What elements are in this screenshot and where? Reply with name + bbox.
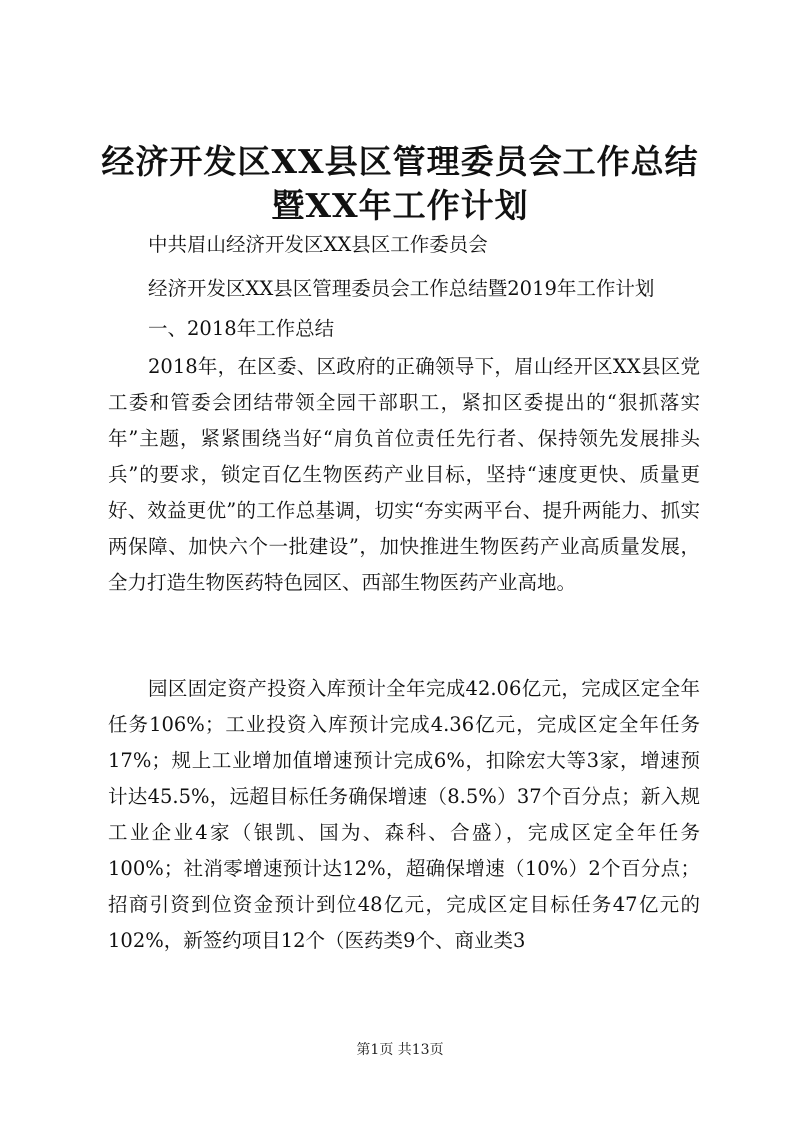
body-paragraph-1: 2018年，在区委、区政府的正确领导下，眉山经开区XX县区党工委和管委会团结带领全园干部职工，紧扣区委提出的“狠抓落实年”主题，紧紧围绕当好“肩负首位责任先行者、保持领先发展排头兵”的要求，锁定百亿生物医药产业目标，坚持“速度更快、质量更好、效益更优”的工作总基调，切实“夯实两平台、提升两能力、抓实两保障、加快六个一批建设”，加快推进生物医药产业高质量发展，全力打造生物医药特色园区、西部生物医药产业高地。 [108,355,700,594]
organization-name: 中共眉山经济开发区XX县区工作委员会 [148,233,488,256]
body-paragraph-2: 园区固定资产投资入库预计全年完成42.06亿元，完成区定全年任务106%；工业投资入库预计完成4.36亿元，完成区定全年任务17%；规上工业增加值增速预计完成6%，扣除宏大等3家，增速预计达45.5%，远超目标任务确保增速（8.5%）37个百分点；新入规工业企业4家（银凯、国为、森科、合盛），完成区定全年任务100%；社消零增速预计达12%，超确保增速（10%）2个百分点；招商引资到位资金预计到位48亿元，完成区定目标任务47亿元的102%，新签约项目12个（医药类9个、商业类3 [108,677,700,952]
document-title: 经济开发区XX县区管理委员会工作总结暨XX年工作计划 [101,142,699,225]
page-number-footer: 第1页 共13页 [356,1042,444,1058]
document-subtitle: 经济开发区XX县区管理委员会工作总结暨2019年工作计划 [148,277,655,300]
section-heading: 一、2018年工作总结 [148,317,335,340]
